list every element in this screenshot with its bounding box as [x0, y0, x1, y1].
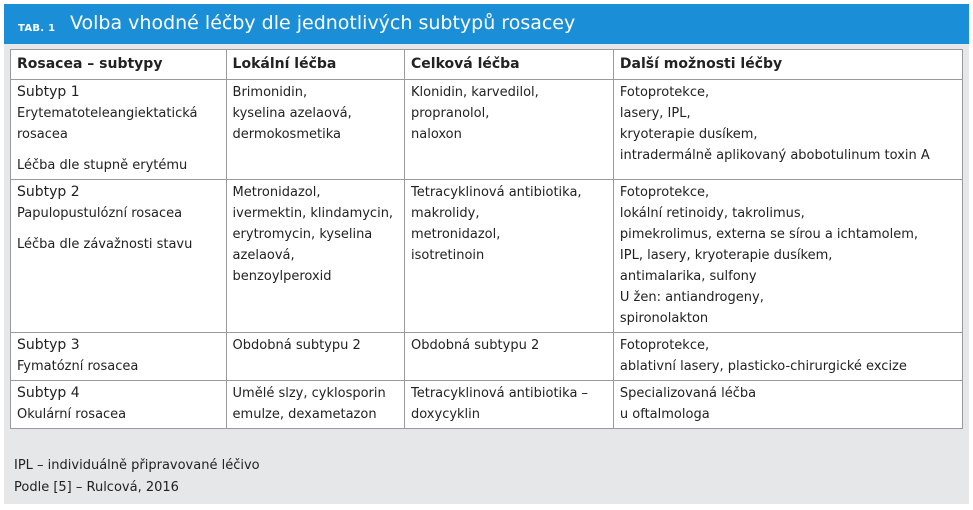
cell-systemic-line: metronidazol, — [411, 227, 501, 242]
subtype-name: Papulopustulózní rosacea — [17, 206, 183, 221]
cell-systemic-line: Tetracyklinová antibiotika, — [411, 185, 582, 200]
table-number: TAB. 1 — [18, 23, 56, 34]
subtype-name: Okulární rosacea — [17, 407, 127, 422]
cell-local-line: azelaová, — [232, 248, 295, 263]
cell-systemic-line: Tetracyklinová antibiotika – — [411, 386, 589, 401]
cell-systemic-line: isotretinoin — [411, 248, 485, 263]
subtype-name: Fymatózní rosacea — [17, 359, 139, 374]
cell-systemic-line: makrolidy, — [411, 206, 480, 221]
cell-systemic-line: naloxon — [411, 127, 462, 142]
cell-other-line: kryoterapie dusíkem, — [619, 127, 758, 142]
cell-other-line: Fotoprotekce, — [619, 338, 710, 353]
cell-other-line: Specializovaná léčba — [619, 386, 757, 401]
table-row — [11, 180, 963, 333]
cell-other-line: spironolakton — [619, 311, 709, 326]
cell-local — [226, 180, 404, 333]
cell-other-line: lasery, IPL, — [619, 106, 691, 121]
cell-local-line: kyselina azelaová, — [232, 106, 352, 121]
cell-other-line: intradermálně aplikovaný abobotulinum toxin A — [619, 148, 930, 163]
cell-systemic-line: Klonidin, karvedilol, — [411, 85, 539, 100]
cell-local-line: Metronidazol, — [232, 185, 321, 200]
cell-other-line: U žen: antiandrogeny, — [619, 290, 764, 305]
cell-local-line: emulze, dexametazon — [232, 407, 377, 422]
column-header-systemic: Celková léčba — [405, 50, 614, 80]
table-title: Volba vhodné léčby dle jednotlivých subtypů rosacey — [70, 12, 576, 34]
cell-subtype — [11, 381, 227, 429]
subtype-label: Subtyp 4 — [17, 385, 80, 401]
cell-local-line: erytromycin, kyselina — [232, 227, 373, 242]
cell-other-line: Fotoprotekce, — [619, 85, 710, 100]
cell-subtype — [11, 80, 227, 180]
cell-systemic — [405, 80, 614, 180]
cell-local — [226, 333, 404, 381]
treatment-table — [10, 49, 963, 429]
subtype-label: Subtyp 2 — [17, 184, 80, 200]
cell-other — [613, 180, 962, 333]
subtype-name: Erytematoteleangiektatická — [17, 106, 198, 121]
footnote-source: Podle [5] – Rulcová, 2016 — [14, 480, 179, 495]
cell-systemic-line: Obdobná subtypu 2 — [411, 338, 540, 353]
cell-other — [613, 333, 962, 381]
subtype-name: rosacea — [17, 127, 68, 142]
column-header-other: Další možnosti léčby — [613, 50, 962, 80]
table-row — [11, 333, 963, 381]
cell-local-line: Brimonidin, — [232, 85, 308, 100]
cell-systemic — [405, 333, 614, 381]
table-row — [11, 381, 963, 429]
cell-systemic-line: propranolol, — [411, 106, 490, 121]
cell-systemic-line: doxycyklin — [411, 407, 481, 422]
cell-systemic — [405, 180, 614, 333]
column-header-subtypes: Rosacea – subtypy — [11, 50, 227, 80]
cell-local — [226, 381, 404, 429]
cell-local — [226, 80, 404, 180]
cell-local-line: Obdobná subtypu 2 — [232, 338, 361, 353]
footnote-ipl: IPL – individuálně připravované léčivo — [14, 458, 260, 473]
subtype-label: Subtyp 1 — [17, 84, 80, 100]
cell-other-line: u oftalmologa — [619, 407, 710, 422]
cell-local-line: benzoylperoxid — [232, 269, 332, 284]
cell-local-line: Umělé slzy, cyklosporin — [232, 386, 386, 401]
cell-other-line: lokální retinoidy, takrolimus, — [619, 206, 805, 221]
table-header-row — [11, 50, 963, 80]
table-body — [11, 80, 963, 429]
cell-local-line: dermokosmetika — [232, 127, 341, 142]
column-header-local: Lokální léčba — [226, 50, 404, 80]
cell-subtype — [11, 180, 227, 333]
cell-other-line: IPL, lasery, kryoterapie dusíkem, — [619, 248, 833, 263]
table-row — [11, 80, 963, 180]
cell-subtype — [11, 333, 227, 381]
cell-other-line: pimekrolimus, externa se sírou a ichtamolem, — [619, 227, 919, 242]
cell-other — [613, 80, 962, 180]
cell-other — [613, 381, 962, 429]
subtype-note: Léčba dle stupně erytému — [17, 158, 188, 173]
cell-local-line: ivermektin, klindamycin, — [232, 206, 394, 221]
subtype-label: Subtyp 3 — [17, 337, 80, 353]
table-title-bar — [4, 4, 969, 44]
cell-systemic — [405, 381, 614, 429]
cell-other-line: Fotoprotekce, — [619, 185, 710, 200]
cell-other-line: ablativní lasery, plasticko-chirurgické excize — [619, 359, 907, 374]
cell-other-line: antimalarika, sulfony — [619, 269, 757, 284]
subtype-note: Léčba dle závažnosti stavu — [17, 237, 193, 252]
